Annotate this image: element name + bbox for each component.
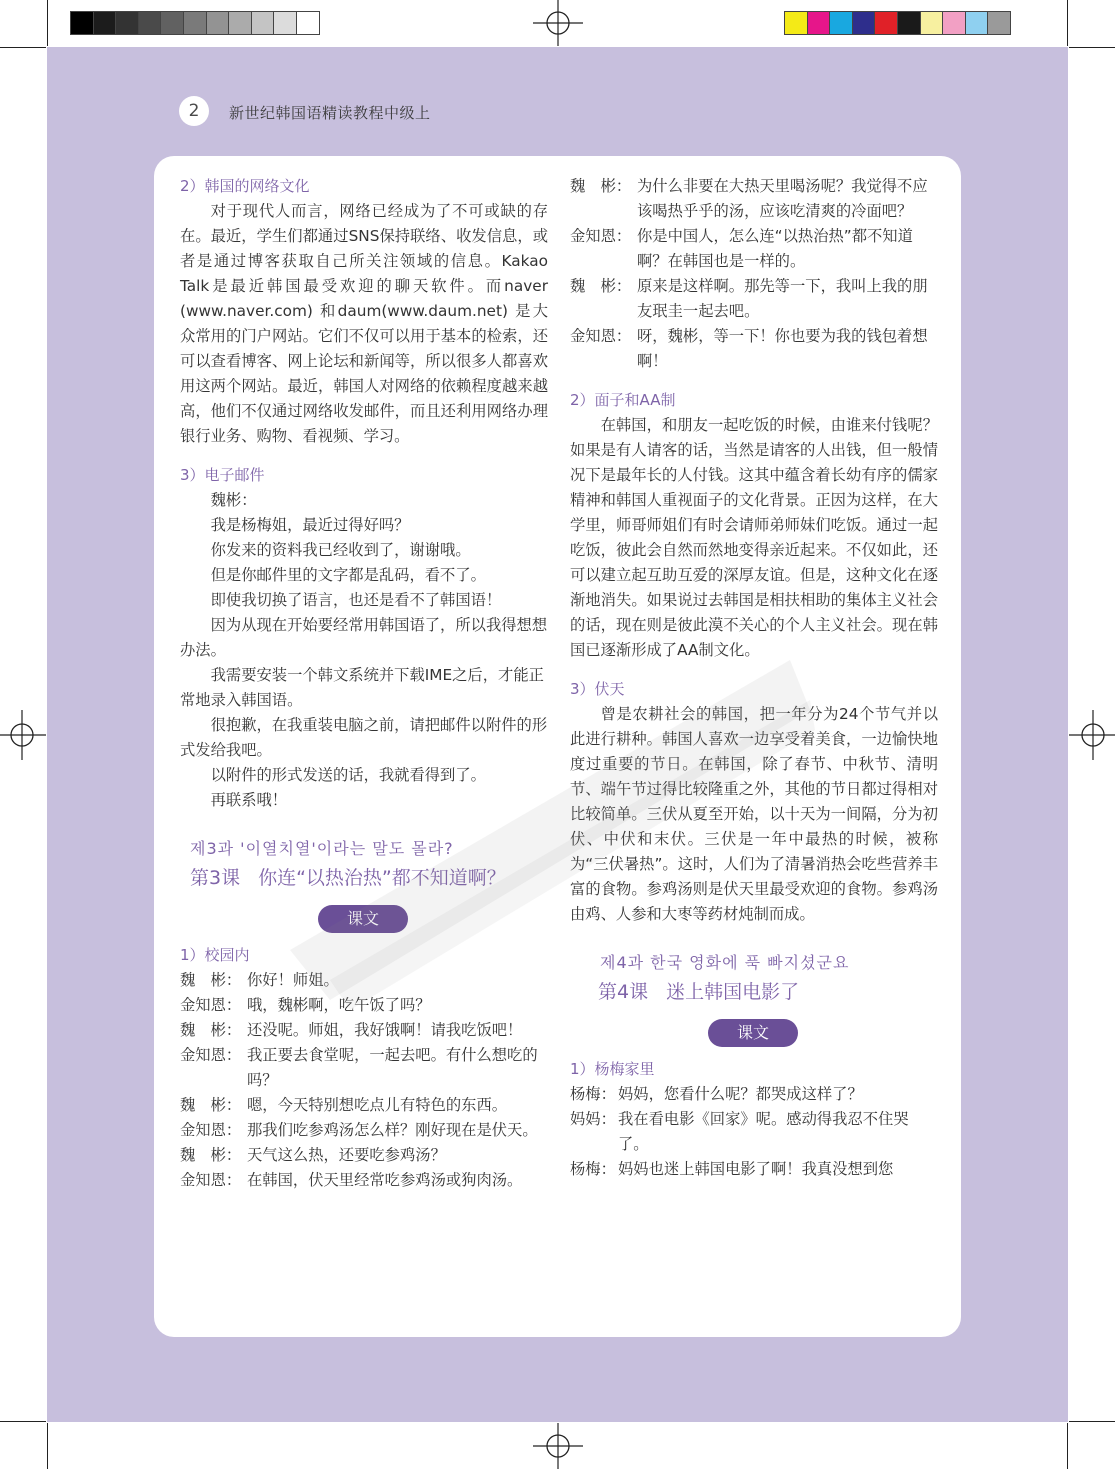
lesson-korean-title: 제3과 '이열치열'이라는 말도 몰라? bbox=[190, 839, 454, 858]
speaker-name: 金知恩： bbox=[180, 1171, 242, 1189]
paragraph: 在韩国，和朋友一起吃饭的时候，由谁来付钱呢？如果是有人请客的话，当然是请客的人出钱，但一般情况下是最年长的人付钱。这其中蕴含着长幼有序的儒家精神和韩国人重视面子的文化背景。正因为这样，在大学里，师哥师姐们有时会请师弟师妹们吃饭。通过一起吃饭，彼此会自然而然地变得亲近起来。不仅如此，还可以建立起互助互爱的深厚友谊。但是，这种文化在逐渐地消失。如果说过去韩国是相扶相助的集体主义社会的话，现在则是彼此漠不关心的个人主义社会。现在韩国已逐渐形成了AA制文化。 bbox=[570, 416, 938, 659]
calibration-swatch bbox=[251, 11, 275, 35]
registration-mark-icon bbox=[0, 710, 50, 760]
color-calibration-bar bbox=[784, 11, 1010, 35]
crop-mark bbox=[1067, 0, 1068, 46]
speaker-name: 杨梅： bbox=[570, 1160, 616, 1178]
calibration-swatch bbox=[93, 11, 117, 35]
calibration-swatch bbox=[183, 11, 207, 35]
section-title: 3）伏天 bbox=[570, 680, 625, 698]
lesson-korean-title: 제4과 한국 영화에 푹 빠지셨군요 bbox=[600, 953, 850, 972]
crop-mark bbox=[0, 47, 46, 48]
dialogue-line bbox=[570, 224, 938, 274]
calibration-swatch bbox=[874, 11, 898, 35]
dialogue bbox=[570, 1082, 938, 1182]
section-title: 2）韩国的网络文化 bbox=[180, 177, 310, 195]
lesson-title-text: 迷上韩国电影了 bbox=[666, 981, 800, 1003]
dialogue-text: 原来是这样啊。那先等一下，我叫上我的朋友珉圭一起去吧。 bbox=[637, 277, 928, 320]
running-header-title: 新世纪韩国语精读教程中级上 bbox=[229, 104, 431, 122]
dialogue-text: 你是中国人，怎么连“以热治热”都不知道啊？在韩国也是一样的。 bbox=[637, 227, 913, 270]
crop-mark bbox=[1067, 1423, 1068, 1469]
dialogue-text: 妈妈也迷上韩国电影了啊！我真没想到您 bbox=[618, 1160, 894, 1178]
dialogue-text: 呀，魏彬，等一下！你也要为我的钱包着想啊！ bbox=[637, 327, 928, 370]
dialogue-line bbox=[180, 993, 548, 1018]
dialogue-line bbox=[570, 1157, 938, 1182]
calibration-swatch bbox=[138, 11, 162, 35]
dialogue-line bbox=[180, 1143, 548, 1168]
dialogue-text: 妈妈，您看什么呢？都哭成这样了？ bbox=[618, 1085, 863, 1103]
dialogue-line bbox=[180, 1118, 548, 1143]
dialogue-line bbox=[570, 324, 938, 374]
dialogue-text: 还没呢。师姐，我好饿啊！请我吃饭吧！ bbox=[247, 1021, 523, 1039]
letter-line: 再联系哦！ bbox=[210, 791, 288, 809]
calibration-swatch bbox=[965, 11, 989, 35]
speaker-name: 魏 彬： bbox=[180, 1021, 242, 1039]
speaker-name: 金知恩： bbox=[570, 327, 632, 345]
calibration-swatch bbox=[784, 11, 808, 35]
dialogue-text: 为什么非要在大热天里喝汤呢？我觉得不应该喝热乎乎的汤，应该吃清爽的冷面吧？ bbox=[637, 177, 928, 220]
dialogue bbox=[180, 968, 548, 1193]
calibration-swatch bbox=[206, 11, 230, 35]
section-title: 3）电子邮件 bbox=[180, 466, 265, 484]
calibration-swatch bbox=[920, 11, 944, 35]
email-letter bbox=[180, 488, 548, 813]
speaker-name: 金知恩： bbox=[180, 1121, 242, 1139]
dialogue-line bbox=[570, 174, 938, 224]
calibration-swatch bbox=[296, 11, 320, 35]
lesson-chinese-title bbox=[598, 977, 938, 1007]
right-column bbox=[570, 174, 938, 1182]
calibration-swatch bbox=[829, 11, 853, 35]
letter-line: 魏彬： bbox=[210, 491, 257, 509]
text-label-badge: 课文 bbox=[318, 905, 408, 933]
lesson-title-text: 你连“以热治热”都不知道啊？ bbox=[258, 867, 506, 889]
letter-line: 因为从现在开始要经常用韩国语了，所以我得想想办法。 bbox=[180, 616, 548, 659]
calibration-swatch bbox=[942, 11, 966, 35]
text-label-badge: 课文 bbox=[708, 1019, 798, 1047]
calibration-swatch bbox=[70, 11, 94, 35]
calibration-swatch bbox=[273, 11, 297, 35]
dialogue-text: 你好！师姐。 bbox=[247, 971, 339, 989]
dialogue bbox=[570, 174, 938, 374]
calibration-swatch bbox=[852, 11, 876, 35]
crop-mark bbox=[47, 1423, 48, 1469]
grayscale-calibration-bar bbox=[70, 11, 319, 35]
speaker-name: 魏 彬： bbox=[180, 971, 242, 989]
dialogue-text: 那我们吃参鸡汤怎么样？刚好现在是伏天。 bbox=[247, 1121, 538, 1139]
dialogue-text: 在韩国，伏天里经常吃参鸡汤或狗肉汤。 bbox=[247, 1171, 523, 1189]
crop-mark bbox=[1069, 1421, 1115, 1422]
letter-line: 即使我切换了语言，也还是看不了韩国语！ bbox=[210, 591, 502, 609]
dialogue-line bbox=[180, 1093, 548, 1118]
dialogue-text: 我在看电影《回家》呢。感动得我忍不住哭了。 bbox=[618, 1110, 909, 1153]
calibration-swatch bbox=[228, 11, 252, 35]
section-title: 1）杨梅家里 bbox=[570, 1060, 655, 1078]
lesson-number: 第4课 bbox=[598, 981, 649, 1003]
speaker-name: 魏 彬： bbox=[180, 1096, 242, 1114]
speaker-name: 金知恩： bbox=[180, 996, 242, 1014]
dialogue-line bbox=[180, 1018, 548, 1043]
speaker-name: 杨梅： bbox=[570, 1085, 616, 1103]
registration-mark-icon bbox=[533, 0, 583, 50]
left-column bbox=[180, 174, 548, 1193]
calibration-swatch bbox=[987, 11, 1011, 35]
dialogue-text: 我正要去食堂呢，一起去吧。有什么想吃的吗？ bbox=[247, 1046, 538, 1089]
lesson-number: 第3课 bbox=[190, 867, 241, 889]
dialogue-line bbox=[570, 1082, 938, 1107]
speaker-name: 魏 彬： bbox=[570, 277, 632, 295]
speaker-name: 魏 彬： bbox=[570, 177, 632, 195]
dialogue-line bbox=[180, 1043, 548, 1093]
registration-mark-icon bbox=[1065, 710, 1115, 760]
section-title: 1）校园内 bbox=[180, 946, 250, 964]
registration-mark-icon bbox=[533, 1419, 583, 1469]
speaker-name: 金知恩： bbox=[180, 1046, 242, 1064]
calibration-swatch bbox=[897, 11, 921, 35]
letter-line: 很抱歉，在我重装电脑之前，请把邮件以附件的形式发给我吧。 bbox=[180, 716, 548, 759]
dialogue-line bbox=[180, 968, 548, 993]
dialogue-text: 嗯，今天特别想吃点儿有特色的东西。 bbox=[247, 1096, 508, 1114]
dialogue-line bbox=[570, 274, 938, 324]
dialogue-line bbox=[570, 1107, 938, 1157]
crop-mark bbox=[0, 1421, 46, 1422]
speaker-name: 魏 彬： bbox=[180, 1146, 242, 1164]
speaker-name: 妈妈： bbox=[570, 1110, 616, 1128]
section-title: 2）面子和AA制 bbox=[570, 391, 676, 409]
letter-line: 我是杨梅姐，最近过得好吗？ bbox=[210, 516, 410, 534]
letter-line: 但是你邮件里的文字都是乱码，看不了。 bbox=[210, 566, 486, 584]
paragraph: 曾是农耕社会的韩国，把一年分为24个节气并以此进行耕种。韩国人喜欢一边享受着美食，一边愉快地度过重要的节日。在韩国，除了春节、中秋节、清明节、端午节过得比较隆重之外，其他的节日都过得相对比较简单。三伏从夏至开始，以十天为一间隔，分为初伏、中伏和末伏。三伏是一年中最热的时候，被称为“三伏暑热”。这时，人们为了清暑消热会吃些营养丰富的食物。参鸡汤则是伏天里最受欢迎的食物。参鸡汤由鸡、人参和大枣等药材炖制而成。 bbox=[570, 705, 938, 923]
lesson-chinese-title bbox=[190, 863, 548, 893]
paragraph: 对于现代人而言，网络已经成为了不可或缺的存在。最近，学生们都通过SNS保持联络、收发信息，或者是通过博客获取自己所关注领域的信息。Kakao Talk是最近韩国最受欢迎的聊天软件。而naver (www.naver.com) 和daum(www.daum.net) 是大众常用的门户网站。它们不仅可以用于基本的检索，还可以查看博客、网上论坛和新闻等，所以很多人都喜欢用这两个网站。最近，韩国人对网络的依赖程度越来越高，他们不仅通过网络收发邮件，而且还利用网络办理银行业务、购物、看视频、学习。 bbox=[180, 202, 548, 445]
speaker-name: 金知恩： bbox=[570, 227, 632, 245]
letter-line: 以附件的形式发送的话，我就看得到了。 bbox=[210, 766, 486, 784]
crop-mark bbox=[1069, 47, 1115, 48]
dialogue-text: 天气这么热，还要吃参鸡汤？ bbox=[247, 1146, 446, 1164]
calibration-swatch bbox=[115, 11, 139, 35]
calibration-swatch bbox=[160, 11, 184, 35]
dialogue-line bbox=[180, 1168, 548, 1193]
letter-line: 你发来的资料我已经收到了，谢谢哦。 bbox=[210, 541, 471, 559]
page-number: 2 bbox=[179, 96, 209, 126]
crop-mark bbox=[47, 0, 48, 46]
letter-line: 我需要安装一个韩文系统并下载IME之后，才能正常地录入韩国语。 bbox=[180, 666, 544, 709]
dialogue-text: 哦，魏彬啊，吃午饭了吗？ bbox=[247, 996, 431, 1014]
calibration-swatch bbox=[807, 11, 831, 35]
